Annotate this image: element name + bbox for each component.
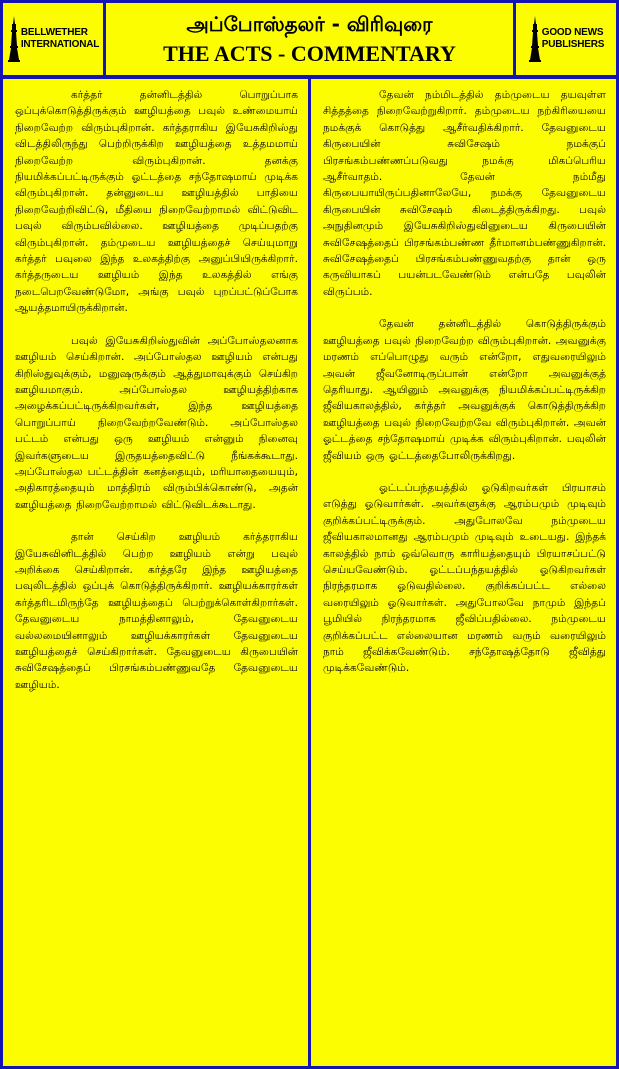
logo-line: BELLWETHER xyxy=(20,27,88,38)
title-panel xyxy=(106,3,513,75)
page-title-english: THE ACTS - COMMENTARY xyxy=(163,41,456,66)
logo-line: INTERNATIONAL xyxy=(20,39,100,50)
tower-icon xyxy=(7,16,21,62)
bellwether-logo xyxy=(3,3,103,75)
paragraph: பவுல் இயேசுகிறிஸ்துவின் அப்போஸ்தலனாக ஊழியம் செய்கிறான். அப்போஸ்தல ஊழியம் என்பது கிறிஸ்துவுக்கும், மனுஷருக்கும் ஆத்துமாவுக்கும் செய்கிற ஊழியமாகும். அப்போஸ்தல ஊழியத்திற்காக அழைக்கப்பட்டிருக்கிறவர்கள், இந்த ஊழியத்தை பொறுப்பாய் நிறைவேற்றவேண்டும். அப்போஸ்தல பட்டம் என்பது ஒரு ஊழியம் என்னும் நினைவு இவர்களுடைய இருதயத்தைவிட்டு நீங்கக்கூடாது. அப்போஸ்தல பட்டத்தின் கனத்தையும், மரியாதையையும், அதிகாரத்தையும் மாத்திரம் விரும்பிக்கொண்டு, அதன் ஊழியத்தை நிறைவேற்றாமல் விட்டுவிடக்கூடாது. xyxy=(15,334,298,511)
good-news-logo xyxy=(516,3,616,75)
good-news-logo-text xyxy=(542,27,604,51)
left-column xyxy=(3,79,308,1066)
paragraph: தேவன் நம்மிடத்தில் தம்முடைய தயவுள்ள சித்தத்தை நிறைவேற்றுகிறார். தம்முடைய நற்கிரியையை நமக்குக் கொடுத்து ஆசீர்வதிக்கிறார். தேவனுடைய கிருபையின் சுவிசேஷம் நமக்குப் பிரசங்கம்பண்ணப்படுவது நமக்கு மிகப்பெரிய ஆசீர்வாதம். தேவன் நம்மீது கிருபையாயிருப்பதினாலேயே, நமக்கு தேவனுடைய கிருபையின் சுவிசேஷம் கிடைத்திருக்கிறது. பவுல் அநுதினமும் இயேசுகிறிஸ்துவினுடைய கிருபையின் சுவிசேஷத்தைப் பிரசங்கம்பண்ண தீர்மானம்பண்ணுகிறான். சுவிசேஷத்தைப் பிரசங்கம்பண்ணுவதற்கு தான் ஒரு கருவியாகப் பயன்படவேண்டும் என்பதே பவுலின் விருப்பம். xyxy=(323,89,606,298)
paragraph: கர்த்தர் தன்னிடத்தில் பொறுப்பாக ஒப்புக்கொடுத்திருக்கும் ஊழியத்தை பவுல் உண்மையாய் நிறைவேற்ற விரும்புகிறான். கர்த்தராகிய இயேசுகிறிஸ்து விடத்திலிருந்து பெற்றிருக்கிற ஊழியத்தை உத்தமமாய் நிறைவேற்ற விரும்புகிறான். தனக்கு நியமிக்கப்பட்டிருக்கும் ஓட்டத்தை சந்தோஷமாய் முடிக்க விரும்புகிறான். தன்னுடைய ஊழியத்தில் பாதியை நிறைவேற்றிவிட்டு, மீதியை நிறைவேற்றாமல் விட்டுவிட பவுல் விரும்பவில்லை. ஊழியத்தை முடிப்பதற்கு விரும்புகிறான். தம்முடைய ஊழியத்தைச் செய்யுமாறு கர்த்தர் பவுலை இந்த உலகத்திற்கு அனுப்பியிருக்கிறார். கர்த்தருடைய ஊழியம் இந்த உலகத்தில் எங்கு நடைபெறவேண்டுமோ, அங்கு பவுல் புறப்பட்டுப்போக ஆயத்தமாயிருக்கிறான். xyxy=(15,89,298,315)
bellwether-logo-text xyxy=(21,27,99,51)
page-title-tamil: அப்போஸ்தலர் - விரிவுரை xyxy=(186,12,433,36)
paragraph: தான் செய்கிற ஊழியம் கர்த்தராகிய இயேசுவினிடத்தில் பெற்ற ஊழியம் என்று பவுல் அறிக்கை செய்கிறான். கர்த்தரே இந்த ஊழியத்தை பவுலிடத்தில் ஒப்புக் கொடுத்திருக்கிறார். ஊழியக்காரர்கள் கர்த்தரிடமிருந்தே ஊழியத்தைப் பெற்றுக்கொள்கிறார்கள். தேவனுடைய நாமத்தினாலும், தேவனுடைய வல்லமையினாலும் ஊழியக்காரர்கள் தேவனுடைய ஊழியத்தைச் செய்கிறார்கள். தேவனுடைய கிருபையின் சுவிசேஷத்தைப் பிரசங்கம்பண்ணுவதே தேவனுடைய ஊழியம். xyxy=(15,531,298,691)
logo-line: GOOD NEWS xyxy=(541,27,604,38)
paragraph: தேவன் தன்னிடத்தில் கொடுத்திருக்கும் ஊழியத்தை பவுல் நிறைவேற்ற விரும்புகிறான். அவனுக்கு மரணம் எப்பொழுது வரும் என்றோ, எதுவரையிலும் அவன் ஜீவனோடிருப்பான் என்றோ அவனுக்குத் தெரியாது. ஆயினும் அவனுக்கு நியமிக்கப்பட்டிருக்கிற ஜீவியகாலத்தில், கர்த்தர் அவனுக்குக் கொடுத்திருக்கிற ஊழியத்தை பவுல் நிறைவேற்றவே விரும்புகிறான். அவன் ஓட்டத்தை சந்தோஷமாய் முடிக்க விரும்புகிறான். பவுலின் ஜீவியம் ஒரு ஓட்டத்தைபோலிருக்கிறது. xyxy=(323,318,606,462)
paragraph: ஓட்டப்பந்தயத்தில் ஓடுகிறவர்கள் பிரயாசம் எடுத்து ஓடுவார்கள். அவர்களுக்கு ஆரம்பமும் முடிவும் குறிக்கப்பட்டிருக்கும். அதுபோலவே நம்முடைய ஜீவியகாலமானது ஆரம்பமும் முடிவும் உடையது. இந்தக் காலத்தில் நாம் ஒவ்வொரு காரியத்தையும் பிரயாசப்பட்டு செய்யவேண்டும். ஓட்டப்பந்தயத்தில் ஓடுகிறவர்கள் நிரந்தரமாக ஓடுவதில்லை. குறிக்கப்பட்ட எல்லை வரையிலும் ஓடுவார்கள். அதுபோலவே நாமும் இந்தப் பூமியில் நிரந்தரமாக ஜீவிப்பதில்லை. நம்முடைய குறிக்கப்பட்ட எல்லையான மரணம் வரும் வரையிலும் நாம் ஜீவிக்கவேண்டும். சந்தோஷத்தோடு ஜீவித்து முடிக்கவேண்டும். xyxy=(323,481,606,675)
logo-line: PUBLISHERS xyxy=(541,39,605,50)
body-columns xyxy=(3,79,616,1066)
right-column xyxy=(311,79,616,1066)
header xyxy=(3,3,616,75)
tower-icon xyxy=(528,16,542,62)
